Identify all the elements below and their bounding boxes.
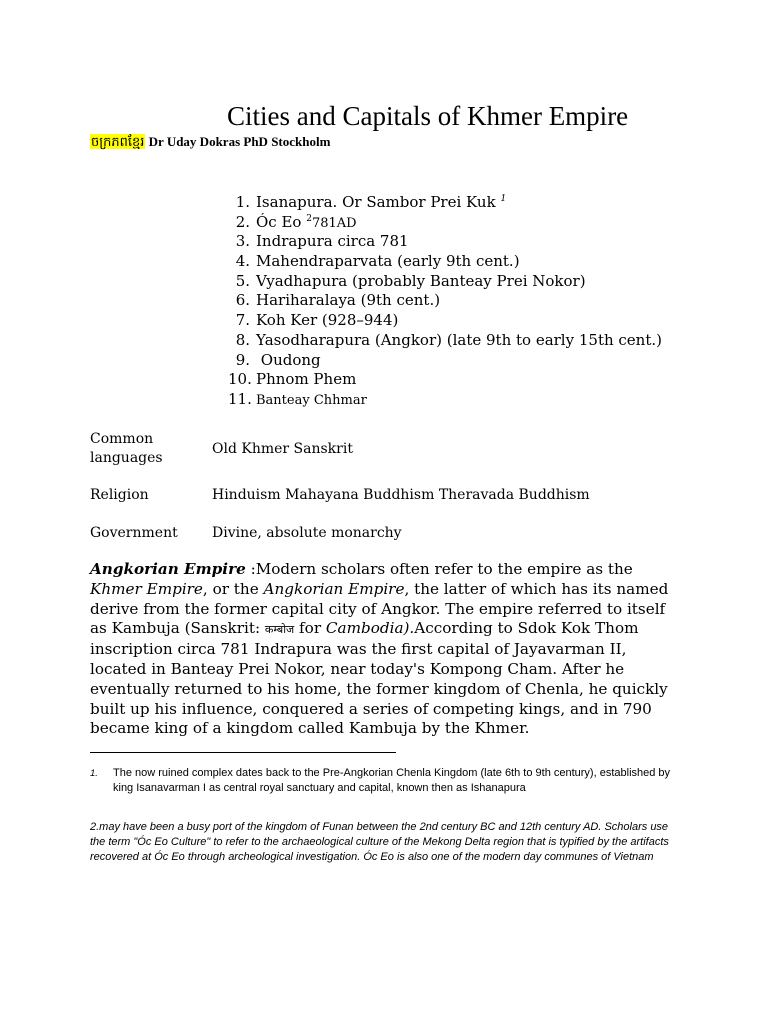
list-item: 5. Vyadhapura (probably Banteay Prei Nokor) <box>235 271 586 290</box>
list-item: 3. Indrapura circa 781 <box>235 232 409 251</box>
list-item: 1. Isanapura. Or Sambor Prei Kuk $^1$ <box>235 193 507 211</box>
capitals-list <box>228 193 662 410</box>
list-item: 10. Phnom Phem <box>228 370 357 389</box>
info-label: Government <box>90 525 178 541</box>
info-label: Religion <box>90 487 149 503</box>
list-item: 4. Mahendraparvata (early 9th cent.) <box>235 252 520 271</box>
author-line <box>90 134 330 153</box>
info-value: Old Khmer Sanskrit <box>212 441 353 457</box>
footnote-ref: 1 <box>500 194 507 204</box>
info-value: Hinduism Mahayana Buddhism Theravada Buddhism <box>212 487 590 503</box>
author-name: Dr Uday Dokras PhD Stockholm <box>148 134 331 149</box>
footnote-number: 1. <box>90 768 98 779</box>
list-item: 11. Banteay Chhmar <box>228 389 367 408</box>
khmer-empire-label: ចក្រភពខ្មែរ <box>91 134 145 149</box>
page-title: Cities and Capitals of Khmer Empire <box>227 101 629 131</box>
footnote-1 <box>90 766 680 796</box>
list-item: 9. Oudong <box>235 350 321 369</box>
list-item: 2. Óc Eo $^2$781AD <box>235 212 357 231</box>
info-value: Divine, absolute monarchy <box>212 525 402 541</box>
body-paragraph: Angkorian Empire :Modern scholars often refer to the empire as the Khmer Empire, or the Angkorian Empire, the latter of which has its named derive from the former capital city of Angkor. The empire referred to itself as Kambuja (Sanskrit: कम्बोज for Cambodia).According to Sdok Kok Thom inscription circa 781 Indrapura was the first capital of Jayavarman II, located in Banteay Prei Nokor, near today's Kompong Cham. After he eventually returned to his home, the former kingdom of Chenla, he quickly built up his influence, conquered a series of competing kings, and in 790 became king of a kingdom called Kambuja by the Khmer. <box>90 560 680 759</box>
list-item: 6. Hariharalaya (9th cent.) <box>235 291 441 310</box>
list-item: 8. Yasodharapura (Angkor) (late 9th to early 15th cent.) <box>235 330 662 349</box>
footnote-text: The now ruined complex dates back to the Pre-Angkorian Chenla Kingdom (late 6th to 9th century), established by king Isanavarman I as central royal sanctuary and capital, known then as Ishanapura <box>113 767 671 794</box>
info-label: Common languages <box>90 431 163 466</box>
underline-rule <box>90 739 396 753</box>
body-lead: Angkorian Empire <box>90 560 246 578</box>
list-item: 7. Koh Ker (928–944) <box>235 311 399 330</box>
footnote-2: 2.may have been a busy port of the kingdom of Funan between the 2nd century BC and 12th century AD. Scholars use the term "Óc Eo Culture" to refer to the archaeological culture of the Mekong Delta region that is typified by the artifacts recovered at Óc Eo through archeological investigation. Óc Eo is also one of the modern day communes of Vietnam <box>90 821 669 863</box>
footnote-ref: 2 <box>306 213 312 224</box>
